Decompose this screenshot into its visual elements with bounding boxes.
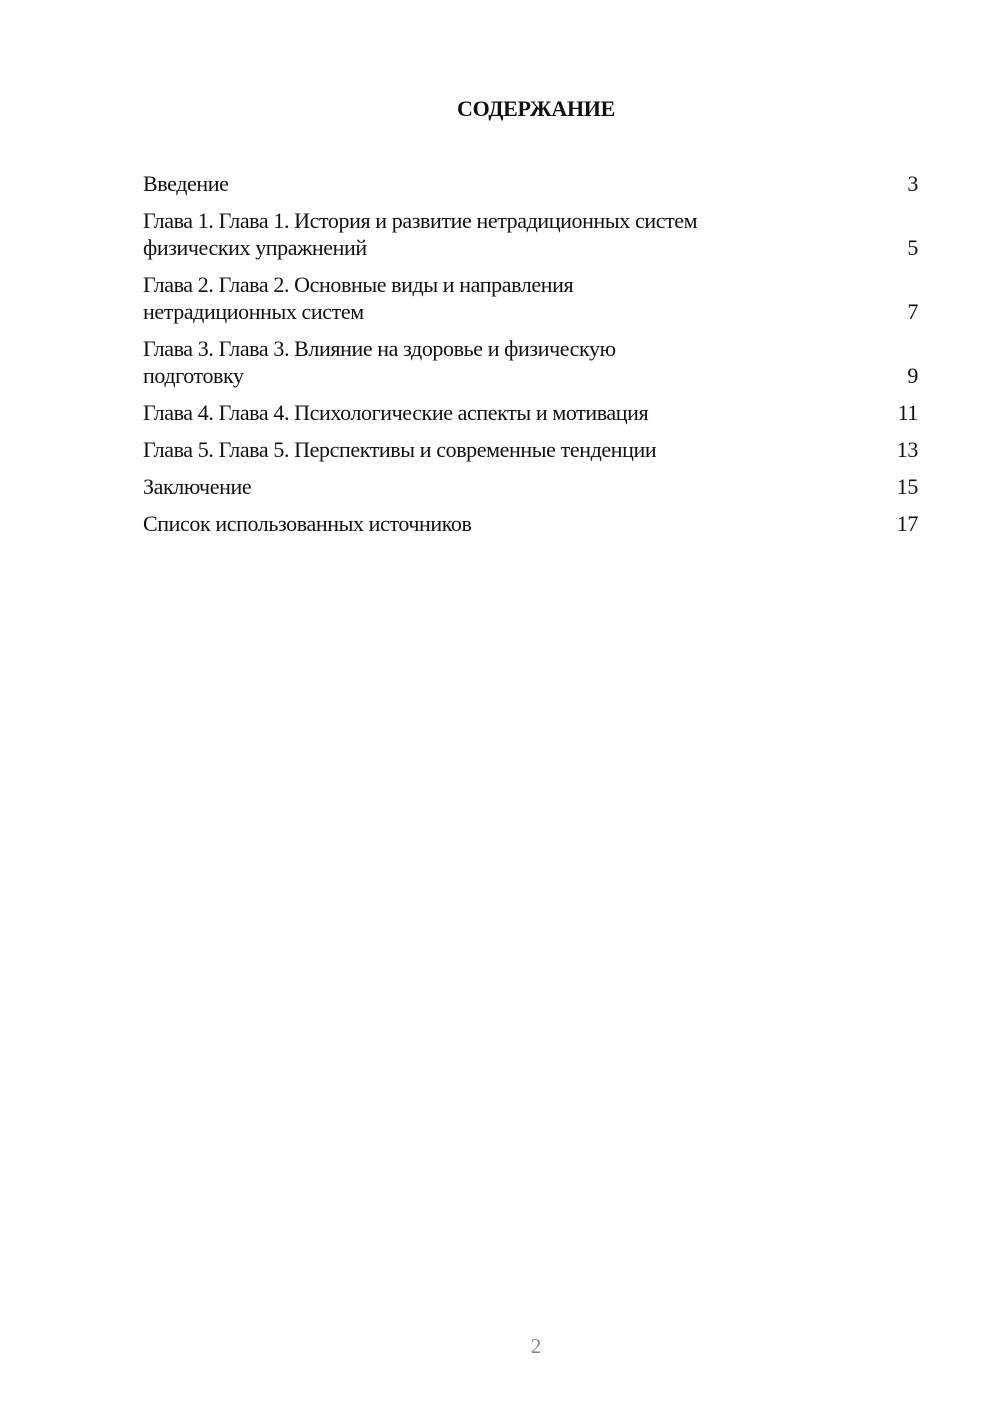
toc-entry-page: 5 [907,235,918,260]
toc-entry-page: 13 [896,437,918,462]
toc-entry-page: 11 [897,400,918,425]
toc-entry-title: Список использованных источников [143,511,472,536]
toc-entry-title: Глава 4. Глава 4. Психологические аспекты и мотивация [143,400,649,425]
toc-entry-chapter-5 [143,436,918,463]
toc-entry-page: 3 [907,171,918,196]
toc-entry-title: Глава 2. Глава 2. Основные виды и направления [143,272,574,297]
toc-entry-page: 15 [896,474,918,499]
page-number: 2 [530,1334,542,1358]
toc-entry-title: Глава 1. Глава 1. История и развитие нетрадиционных систем [143,208,698,233]
toc-entry-chapter-3 [143,335,918,389]
toc-entry-chapter-1 [143,207,918,261]
toc-entry-title: Глава 5. Глава 5. Перспективы и современные тенденции [143,437,657,462]
toc-entry-conclusion [143,473,918,500]
table-of-contents [143,170,918,547]
toc-entry-page: 17 [896,511,918,536]
toc-entry-title: Введение [143,171,229,196]
toc-entry-page: 7 [907,299,918,324]
toc-entry-title: нетрадиционных систем [143,299,364,324]
toc-entry-title: физических упражнений [143,235,367,260]
toc-entry-chapter-4 [143,399,918,426]
toc-entry-title: Глава 3. Глава 3. Влияние на здоровье и физическую [143,336,616,361]
toc-entry-page: 9 [907,363,918,388]
toc-entry-chapter-2 [143,271,918,325]
toc-entry-introduction [143,170,918,197]
page-title: СОДЕРЖАНИЕ [457,96,615,121]
toc-entry-title: подготовку [143,363,244,388]
toc-entry-title: Заключение [143,474,252,499]
toc-entry-references [143,510,918,537]
